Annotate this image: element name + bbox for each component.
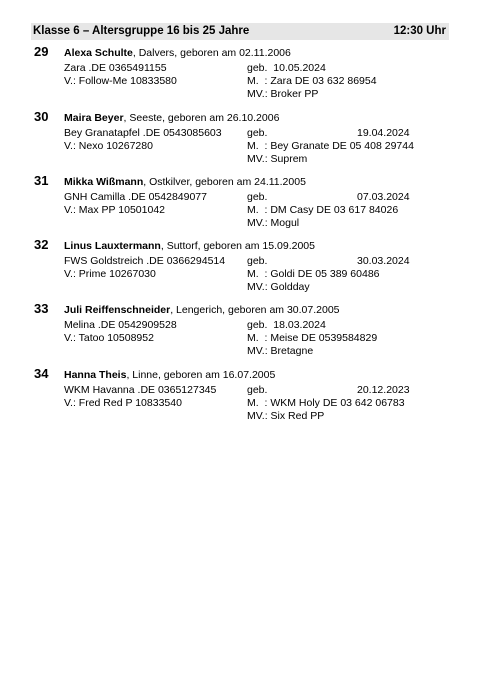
rider-name: Mikka Wißmann [64, 176, 144, 188]
sire: V.: Nexo 10267280 [64, 140, 153, 152]
dam: M. : Bey Granate DE 05 408 29744 [247, 140, 414, 152]
pedigree-line [64, 397, 405, 409]
class-title: Klasse 6 – Altersgruppe 16 bis 25 Jahre [33, 25, 250, 37]
class-time: 12:30 Uhr [393, 25, 446, 37]
rider-line [64, 240, 315, 252]
horse-name: Bey Granatapfel .DE 0543085603 [64, 127, 222, 139]
rider-info: , Dalvers, geboren am 02.11.2006 [132, 47, 291, 59]
pedigree-line [64, 332, 378, 344]
horse-name: Zara .DE 0365491155 [64, 62, 167, 74]
entry-number: 30 [34, 109, 49, 124]
birth-label: geb. 10.05.2024 [247, 62, 326, 74]
rider-info: , Suttorf, geboren am 15.09.2005 [160, 240, 315, 252]
damsire: MV.: Bretagne [247, 345, 314, 357]
damsire: MV.: Six Red PP [247, 410, 325, 422]
birth-date: 30.03.2024 [357, 255, 410, 267]
horse-line [64, 191, 410, 203]
rider-info: , Lengerich, geboren am 30.07.2005 [170, 304, 340, 316]
pedigree-line [64, 268, 380, 280]
birth-date: 07.03.2024 [357, 191, 410, 203]
rider-name: Juli Reiffenschneider [64, 304, 171, 316]
class-header [31, 23, 449, 40]
pedigree-line [64, 75, 377, 87]
rider-line [64, 47, 291, 59]
rider-info: , Seeste, geboren am 26.10.2006 [123, 112, 280, 124]
horse-line [64, 62, 326, 74]
sire: V.: Follow-Me 10833580 [64, 75, 177, 87]
rider-line [64, 176, 306, 188]
dam: M. : Meise DE 0539584829 [247, 332, 378, 344]
horse-line [64, 127, 410, 139]
rider-line [64, 304, 340, 316]
rider-name: Maira Beyer [64, 112, 124, 124]
birth-label: geb. [247, 384, 268, 396]
pedigree-line [64, 140, 414, 152]
damsire: MV.: Suprem [247, 153, 308, 165]
birth-label: geb. 18.03.2024 [247, 319, 326, 331]
rider-line [64, 369, 275, 381]
dam: M. : WKM Holy DE 03 642 06783 [247, 397, 405, 409]
birth-date: 20.12.2023 [357, 384, 410, 396]
sire: V.: Prime 10267030 [64, 268, 156, 280]
horse-name: Melina .DE 0542909528 [64, 319, 177, 331]
horse-name: GNH Camilla .DE 0542849077 [64, 191, 207, 203]
dam: M. : Goldi DE 05 389 60486 [247, 268, 380, 280]
horse-name: FWS Goldstreich .DE 0366294514 [64, 255, 226, 267]
sire: V.: Max PP 10501042 [64, 204, 165, 216]
entry-number: 33 [34, 301, 49, 316]
rider-name: Alexa Schulte [64, 47, 133, 59]
entry-number: 31 [34, 173, 49, 188]
sire: V.: Tatoo 10508952 [64, 332, 154, 344]
horse-line [64, 384, 410, 396]
entry-number: 29 [34, 44, 49, 59]
rider-name: Hanna Theis [64, 369, 127, 381]
damsire: MV.: Broker PP [247, 88, 319, 100]
rider-name: Linus Lauxtermann [64, 240, 161, 252]
horse-line [64, 319, 326, 331]
birth-label: geb. [247, 191, 268, 203]
birth-date: 19.04.2024 [357, 127, 410, 139]
entry-number: 34 [34, 366, 49, 381]
dam: M. : DM Casy DE 03 617 84026 [247, 204, 399, 216]
damsire: MV.: Mogul [247, 217, 300, 229]
sire: V.: Fred Red P 10833540 [64, 397, 182, 409]
birth-label: geb. [247, 255, 268, 267]
birth-label: geb. [247, 127, 268, 139]
damsire: MV.: Goldday [247, 281, 310, 293]
entry-number: 32 [34, 237, 49, 252]
pedigree-line [64, 204, 399, 216]
horse-name: WKM Havanna .DE 0365127345 [64, 384, 217, 396]
rider-info: , Linne, geboren am 16.07.2005 [126, 369, 276, 381]
rider-line [64, 112, 279, 124]
dam: M. : Zara DE 03 632 86954 [247, 75, 377, 87]
horse-line [64, 255, 410, 267]
rider-info: , Ostkilver, geboren am 24.11.2005 [143, 176, 306, 188]
